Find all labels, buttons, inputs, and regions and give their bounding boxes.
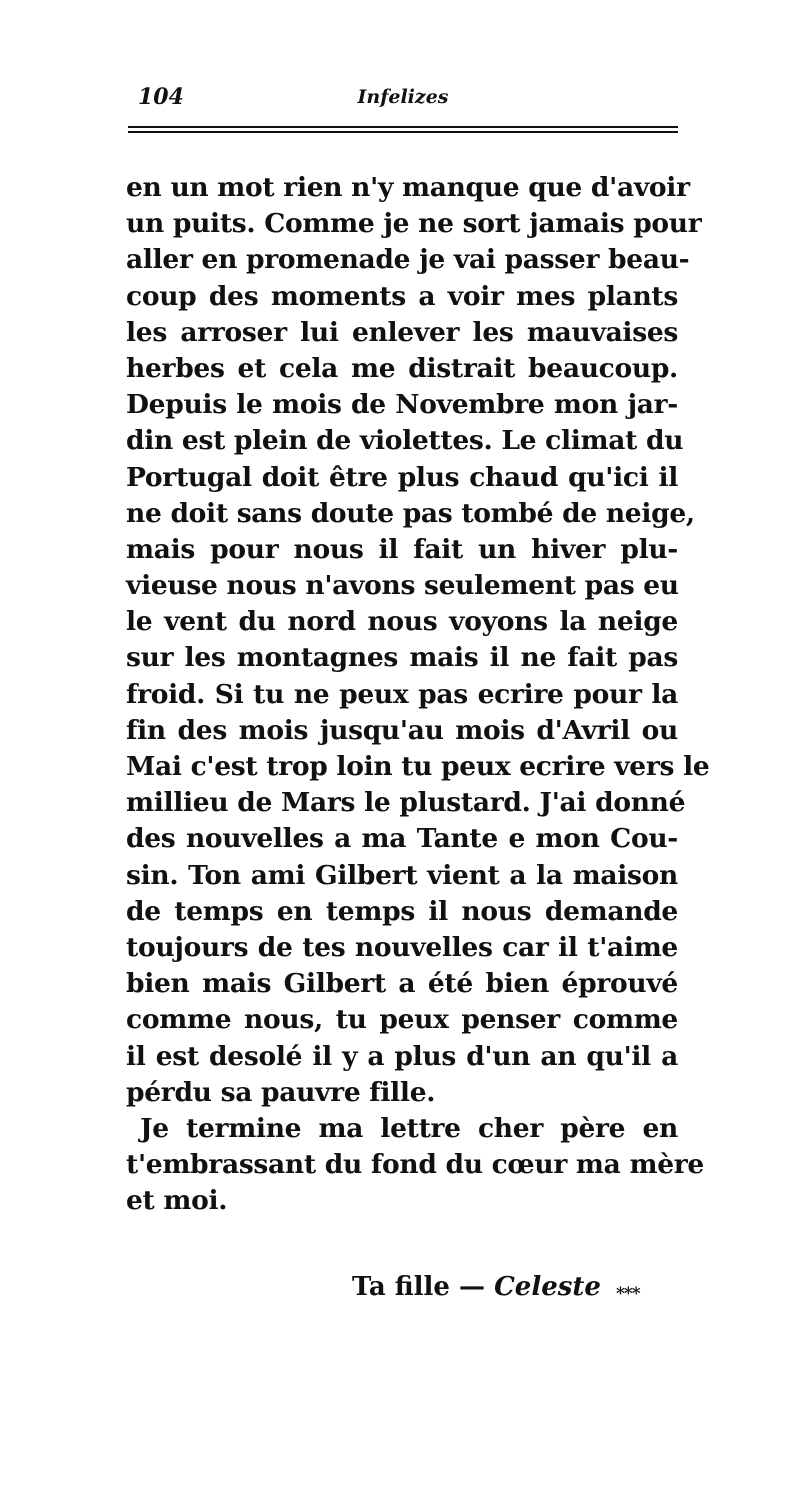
- text-line: Depuis le mois de Novembre mon jar-: [126, 389, 678, 421]
- header-rule-top: [128, 126, 678, 128]
- text-line: des nouvelles a ma Tante e mon Cou-: [126, 823, 678, 855]
- running-title: Infelizes: [357, 86, 449, 108]
- text-line: fin des mois jusqu'au mois d'Avril ou: [126, 714, 678, 746]
- text-line: Je termine ma lettre cher père en: [140, 1112, 678, 1144]
- text-line: Portugal doit être plus chaud qu'ici il: [126, 461, 678, 493]
- text-line: vieuse nous n'avons seulement pas eu: [126, 570, 679, 602]
- text-line: sur les montagnes mais il ne fait pas: [126, 642, 678, 674]
- text-line: sin. Ton ami Gilbert vient a la maison: [126, 859, 678, 891]
- text-line: coup des moments a voir mes plants: [126, 280, 678, 312]
- text-line: un puits. Comme je ne sort jamais pour: [126, 208, 702, 240]
- text-line: toujours de tes nouvelles car il t'aime: [126, 931, 678, 963]
- text-line: pérdu sa pauvre fille.: [126, 1076, 436, 1108]
- text-line: il est desolé il y a plus d'un an qu'il a: [126, 1040, 678, 1072]
- text-line: millieu de Mars le plustard. J'ai donné: [126, 787, 686, 819]
- letter-body: [126, 170, 710, 1219]
- signature-name: Celeste: [494, 1272, 601, 1302]
- signature: [352, 1272, 640, 1304]
- signature-stars: ***: [615, 1284, 640, 1304]
- text-line: aller en promenade je vai passer beau-: [126, 244, 690, 276]
- page-header: [128, 82, 678, 118]
- text-line: din est plein de violettes. Le climat du: [126, 425, 684, 457]
- text-line: herbes et cela me distrait beaucoup.: [126, 352, 678, 384]
- text-line: comme nous, tu peux penser comme: [126, 1004, 678, 1036]
- header-rule-bottom: [128, 131, 678, 133]
- text-line: ne doit sans doute pas tombé de neige,: [126, 497, 695, 529]
- signature-prefix: Ta fille —: [352, 1272, 486, 1302]
- text-line: mais pour nous il fait un hiver plu-: [126, 533, 678, 565]
- text-line: bien mais Gilbert a été bien éprouvé: [126, 968, 678, 1000]
- text-line: Mai c'est trop loin tu peux ecrire vers le: [126, 751, 710, 782]
- text-line: t'embrassant du fond du cœur ma mère: [126, 1149, 704, 1181]
- text-line: en un mot rien n'y manque que d'avoir: [126, 172, 690, 203]
- text-line: les arroser lui enlever les mauvaises: [126, 316, 678, 348]
- page-number: 104: [138, 84, 184, 110]
- text-line: le vent du nord nous voyons la neige: [126, 606, 678, 638]
- text-line: de temps en temps il nous demande: [126, 895, 678, 927]
- text-line: froid. Si tu ne peux pas ecrire pour la: [126, 678, 678, 710]
- text-line: et moi.: [126, 1185, 228, 1217]
